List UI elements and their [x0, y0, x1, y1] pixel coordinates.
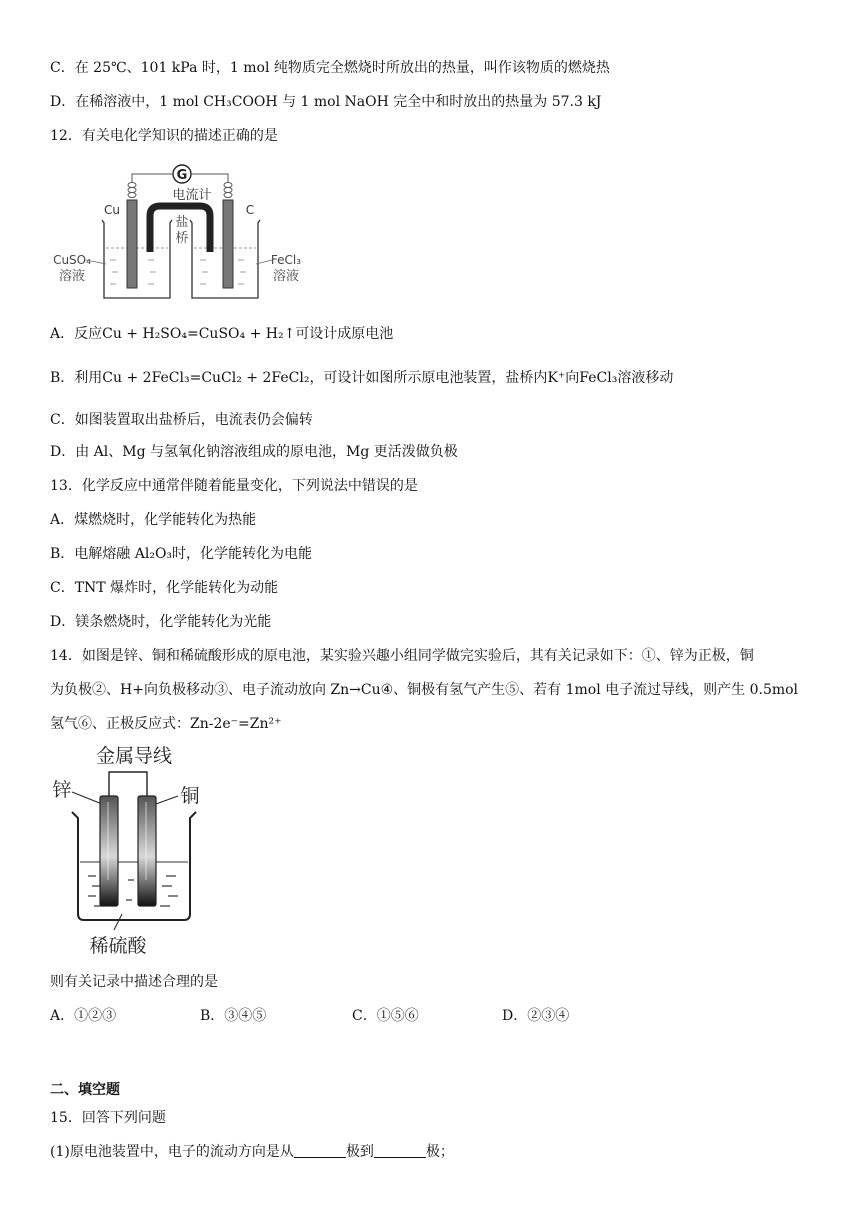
q14-option-d: D．②③④ — [502, 1008, 570, 1024]
q14-stem-line-1: 14．如图是锌、铜和稀硫酸形成的原电池，某实验兴趣小组同学做完实验后，其有关记录如下：①、锌为正极，铜 — [50, 648, 754, 664]
section-2-title: 二、填空题 — [50, 1082, 120, 1098]
q14-option-b: B．③④⑤ — [200, 1008, 267, 1024]
zn-cu-cell-figure — [48, 740, 228, 962]
q13-option-c: C．TNT 爆炸时，化学能转化为动能 — [50, 580, 279, 596]
q12-option-a: A．反应Cu + H₂SO₄=CuSO₄ + H₂↑可设计成原电池 — [50, 326, 394, 342]
q13-option-a: A．煤燃烧时，化学能转化为热能 — [50, 512, 257, 528]
cu-electrode — [127, 200, 137, 288]
wire-label: 金属导线 — [95, 745, 173, 767]
q12-stem: 12．有关电化学知识的描述正确的是 — [50, 128, 278, 144]
cuso4-solution-label: 溶液 — [58, 269, 86, 284]
q14-option-c: C．①⑤⑥ — [352, 1008, 419, 1024]
fecl3-label: FeCl₃ — [270, 253, 302, 267]
q14-stem-line-3: 氢气⑥、正极反应式：Zn-2e⁻=Zn²⁺ — [50, 716, 282, 732]
fecl3-solution-label: 溶液 — [272, 269, 300, 284]
answer-blank-2[interactable] — [374, 1143, 426, 1158]
q13-stem: 13．化学反应中通常伴随着能量变化，下列说法中错误的是 — [50, 478, 418, 494]
zn-label: 锌 — [52, 779, 72, 801]
q15-part-1: (1)原电池装置中，电子的流动方向是从 极到 极； — [50, 1144, 454, 1160]
q13-option-d: D．镁条燃烧时，化学能转化为光能 — [50, 614, 272, 630]
q15-stem: 15．回答下列问题 — [50, 1110, 166, 1126]
cuso4-label: CuSO₄ — [53, 253, 91, 267]
metal-wire — [109, 772, 147, 798]
q14-prompt: 则有关记录中描述合理的是 — [50, 974, 218, 990]
q14-option-a: A．①②③ — [50, 1008, 117, 1024]
q12-option-b: B．利用Cu + 2FeCl₃=CuCl₂ + 2FeCl₂，可设计如图所示原电池装置，盐桥内K⁺向FeCl₃溶液移动 — [50, 370, 674, 386]
salt-bridge-cell-figure — [50, 160, 320, 310]
salt-bridge-label-2: 桥 — [175, 231, 189, 246]
salt-bridge-label-1: 盐 — [175, 215, 189, 230]
acid-label: 稀硫酸 — [89, 935, 147, 957]
c-label: C — [245, 203, 255, 217]
cu-label: 铜 — [180, 785, 200, 807]
q14-options — [50, 1006, 750, 1026]
q11-option-c: C．在 25℃、101 kPa 时，1 mol 纯物质完全燃烧时所放出的热量，叫作该物质的燃烧热 — [50, 60, 610, 76]
q12-option-d: D．由 Al、Mg 与氢氧化钠溶液组成的原电池，Mg 更活泼做负极 — [50, 444, 458, 460]
q12-option-c: C．如图装置取出盐桥后，电流表仍会偏转 — [50, 412, 313, 428]
answer-blank-1[interactable] — [294, 1143, 346, 1158]
q14-stem-line-2: 为负极②、H+向负极移动③、电子流动放向 Zn→Cu④、铜极有氢气产生⑤、若有 1mol 电子流过导线，则产生 0.5mol — [50, 682, 799, 698]
q13-option-b: B．电解熔融 Al₂O₃时，化学能转化为电能 — [50, 546, 313, 562]
meter-label: 电流计 — [172, 188, 212, 203]
beaker — [72, 812, 196, 920]
zn-electrode — [100, 796, 118, 906]
c-electrode — [223, 200, 233, 288]
cu-electrode — [138, 796, 156, 906]
cu-label: Cu — [104, 203, 120, 217]
galvanometer-label: G — [176, 168, 188, 183]
q11-option-d: D．在稀溶液中，1 mol CH₃COOH 与 1 mol NaOH 完全中和时放出的热量为 57.3 kJ — [50, 94, 602, 110]
